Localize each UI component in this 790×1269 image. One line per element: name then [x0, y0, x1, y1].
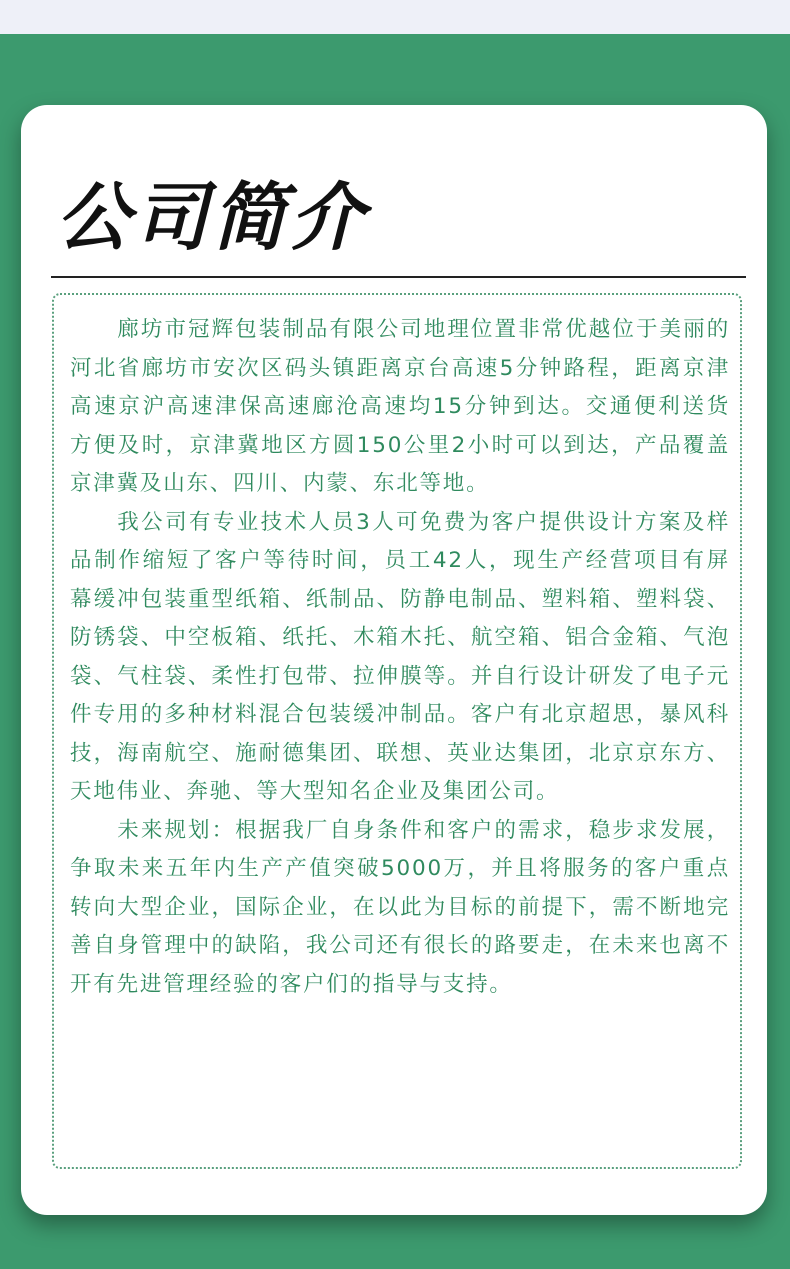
intro-text [70, 311, 730, 1004]
top-strip [0, 0, 790, 34]
paragraph-location: 廊坊市冠辉包装制品有限公司地理位置非常优越位于美丽的河北省廊坊市安次区码头镇距离京台高速5分钟路程，距离京津高速京沪高速津保高速廊沧高速均15分钟到达。交通便利送货方便及时，京津冀地区方圆150公里2小时可以到达，产品覆盖京津冀及山东、四川、内蒙、东北等地。 [70, 317, 730, 496]
title-divider [51, 276, 746, 278]
paragraph-future-plan: 未来规划：根据我厂自身条件和客户的需求，稳步求发展，争取未来五年内生产产值突破5000万，并且将服务的客户重点转向大型企业，国际企业，在以此为目标的前提下，需不断地完善自身管理中的缺陷，我公司还有很长的路要走，在未来也离不开有先进管理经验的客户们的指导与支持。 [70, 817, 730, 997]
page-title: 公司简介 [56, 175, 368, 261]
paragraph-products: 我公司有专业技术人员3人可免费为客户提供设计方案及样品制作缩短了客户等待时间，员工42人，现生产经营项目有屏幕缓冲包装重型纸箱、纸制品、防静电制品、塑料箱、塑料袋、防锈袋、中空板箱、纸托、木箱木托、航空箱、铝合金箱、气泡袋、气柱袋、柔性打包带、拉伸膜等。并自行设计研发了电子元件专用的多种材料混合包装缓冲制品。客户有北京超思，暴风科技，海南航空、施耐德集团、联想、英业达集团，北京京东方、天地伟业、奔驰、等大型知名企业及集团公司。 [70, 509, 730, 804]
